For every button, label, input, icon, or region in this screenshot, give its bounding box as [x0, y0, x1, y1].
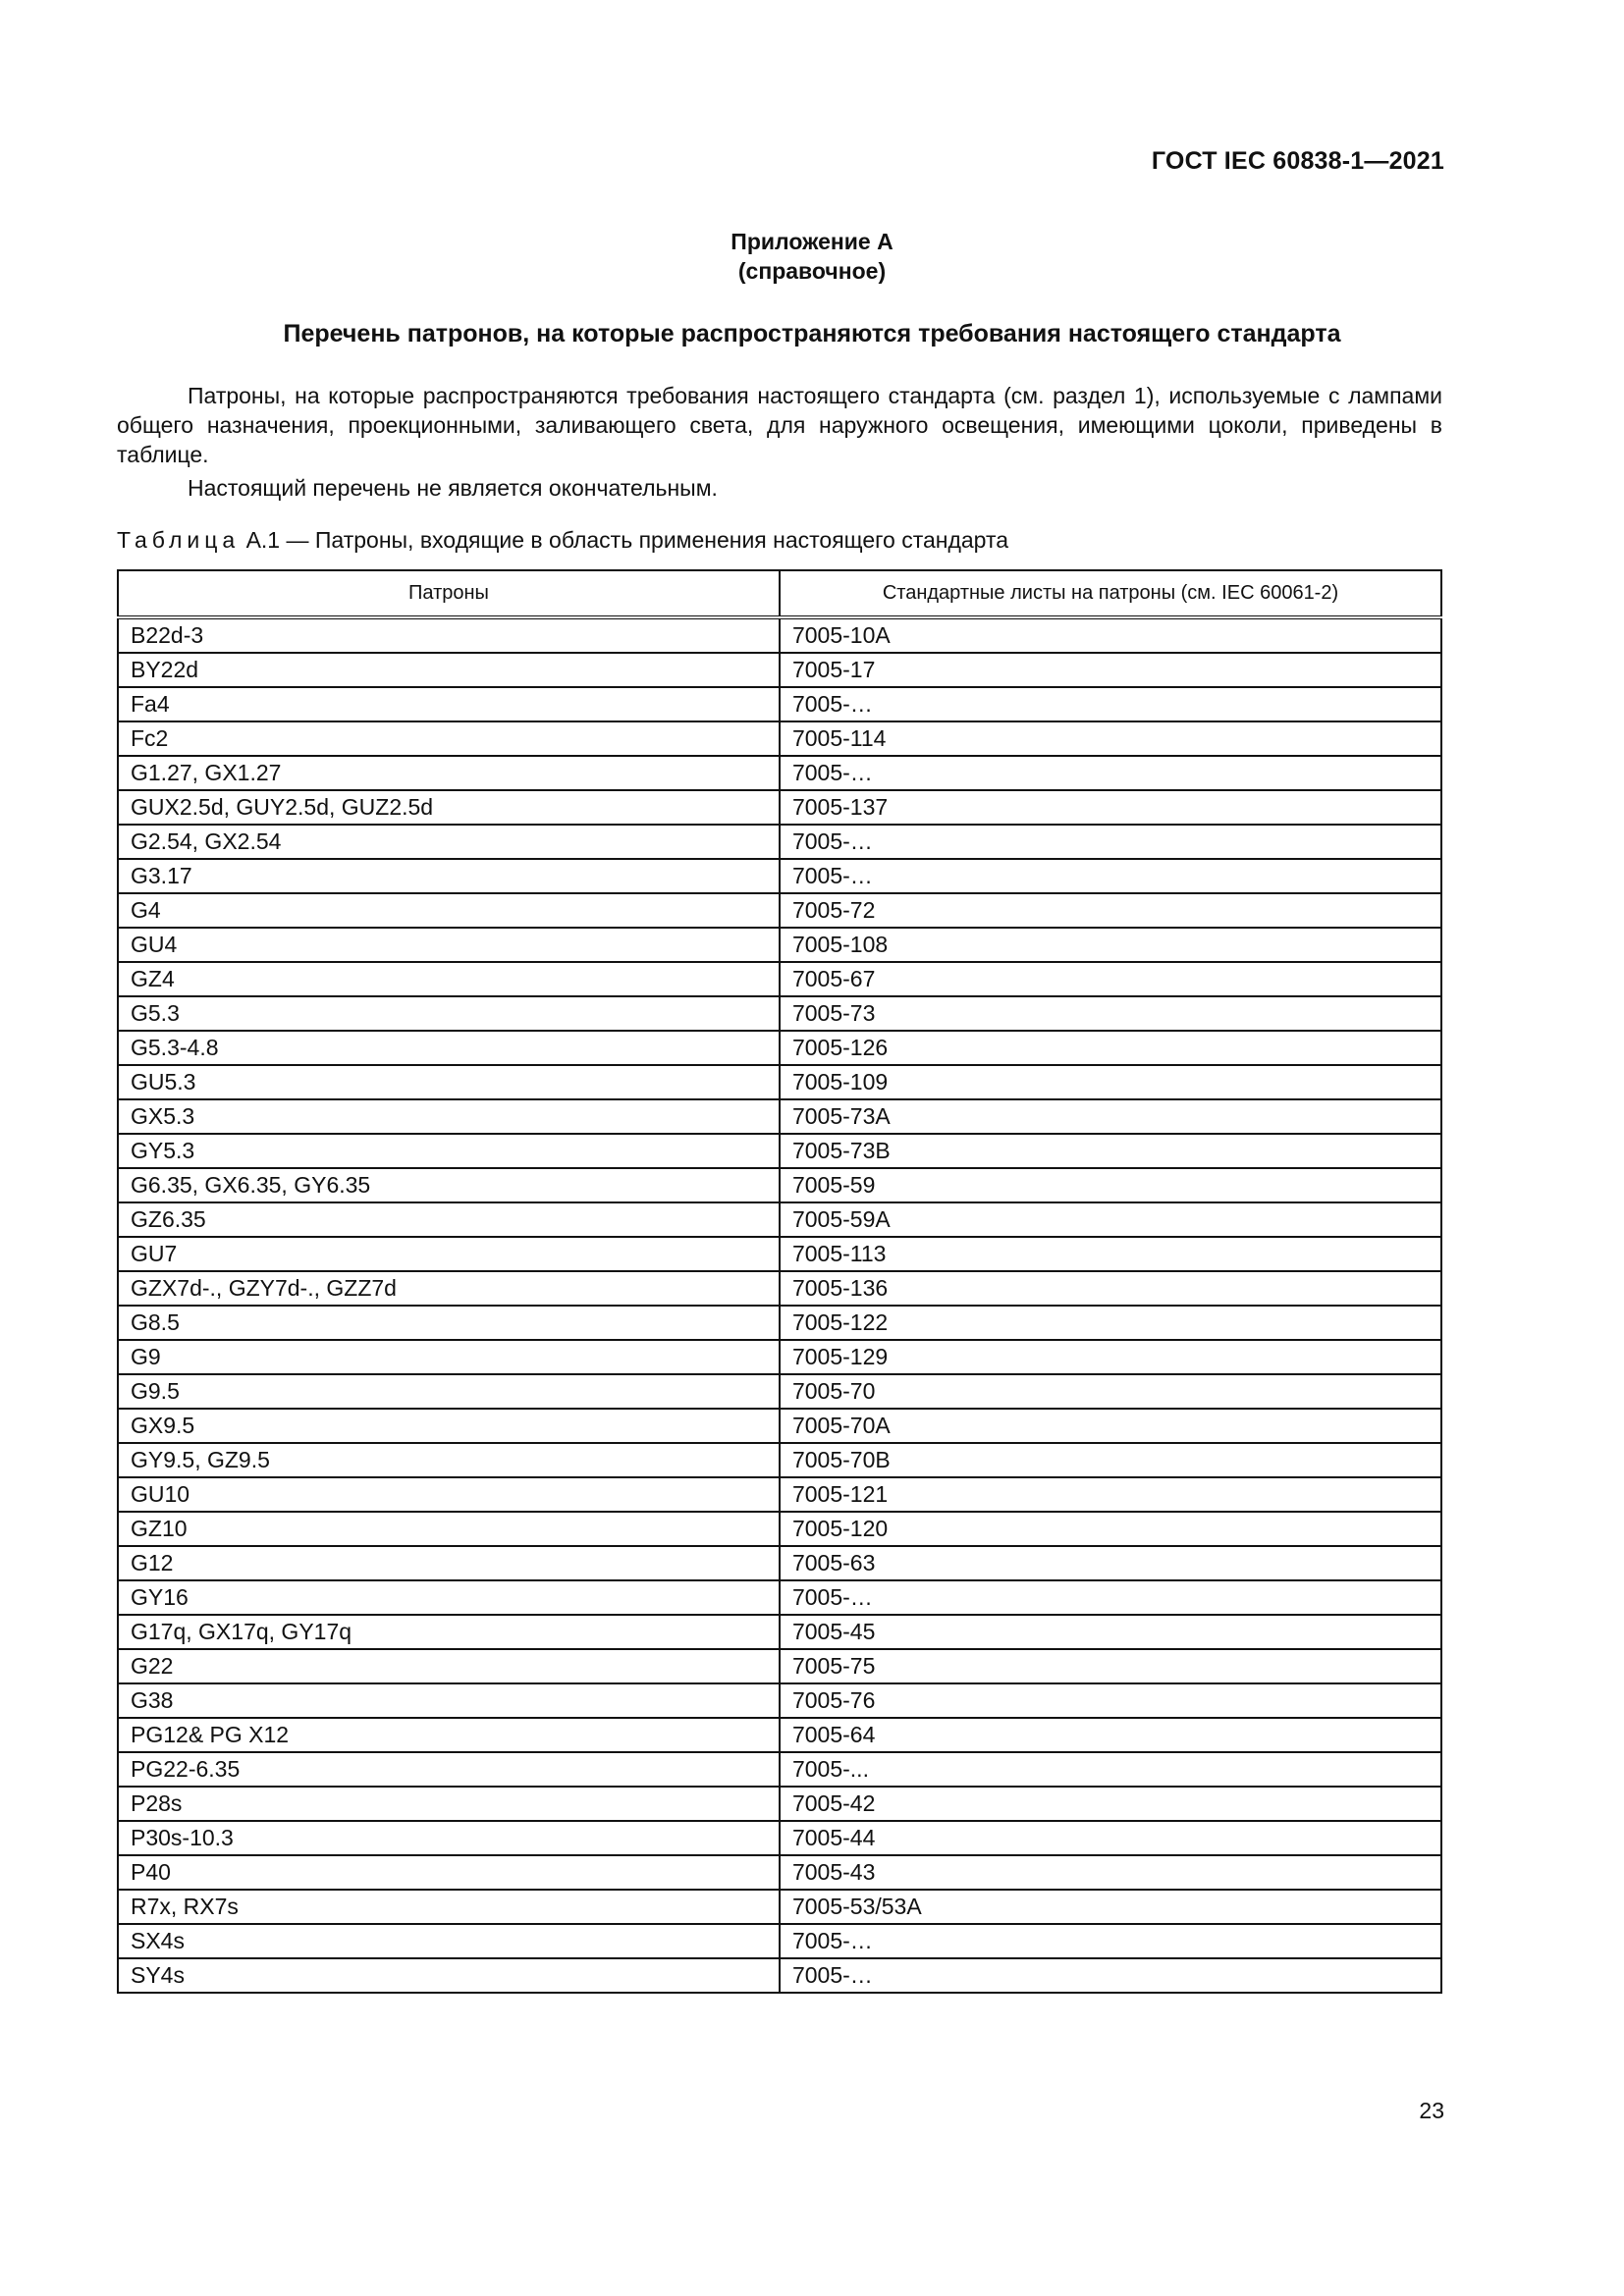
standard-sheet-cell: 7005-129: [780, 1340, 1441, 1374]
table-row: [118, 1683, 1441, 1718]
standard-sheet-cell: 7005-…: [780, 1958, 1441, 1993]
table-row: [118, 1409, 1441, 1443]
lampholder-cell: GU10: [118, 1477, 780, 1512]
standard-sheet-cell: 7005-…: [780, 687, 1441, 721]
table-row: [118, 1202, 1441, 1237]
lampholder-cell: GY5.3: [118, 1134, 780, 1168]
table-caption-label: Таблица: [117, 527, 241, 553]
lampholder-cell: G38: [118, 1683, 780, 1718]
table-row: [118, 1168, 1441, 1202]
table-row: [118, 1615, 1441, 1649]
table-caption-number: А.1: [245, 527, 281, 553]
table-row: [118, 1512, 1441, 1546]
table-row: [118, 1546, 1441, 1580]
lampholder-cell: Fa4: [118, 687, 780, 721]
note-paragraph: Настоящий перечень не является окончательным.: [188, 475, 718, 501]
lampholder-cell: PG22-6.35: [118, 1752, 780, 1787]
standard-sheet-cell: 7005-42: [780, 1787, 1441, 1821]
standard-sheet-cell: 7005-109: [780, 1065, 1441, 1099]
table-row: [118, 1306, 1441, 1340]
table-row: [118, 687, 1441, 721]
lampholder-cell: G8.5: [118, 1306, 780, 1340]
table-row: [118, 825, 1441, 859]
section-title: Перечень патронов, на которые распространяются требования настоящего стандарта: [283, 320, 1341, 347]
lampholder-cell: GU5.3: [118, 1065, 780, 1099]
standard-sheet-cell: 7005-126: [780, 1031, 1441, 1065]
table-row: [118, 617, 1441, 653]
table-row: [118, 859, 1441, 893]
lampholder-cell: GU4: [118, 928, 780, 962]
lampholder-cell: GX5.3: [118, 1099, 780, 1134]
intro-paragraph: Патроны, на которые распространяются требования настоящего стандарта (см. раздел 1), используемые с лампами общего назначения, проекционными, заливающего света, для наружного освещения, имеющими цоколи, приведены в таблице.: [117, 383, 1442, 467]
standard-sheet-cell: 7005-76: [780, 1683, 1441, 1718]
standard-sheet-cell: 7005-53/53A: [780, 1890, 1441, 1924]
lampholder-cell: G4: [118, 893, 780, 928]
standard-sheet-cell: 7005-72: [780, 893, 1441, 928]
lampholder-cell: GUX2.5d, GUY2.5d, GUZ2.5d: [118, 790, 780, 825]
standard-sheet-cell: 7005-…: [780, 1580, 1441, 1615]
table-row: [118, 756, 1441, 790]
table-row: [118, 1340, 1441, 1374]
document-code: ГОСТ IEC 60838-1—2021: [1151, 147, 1444, 175]
table-row: [118, 790, 1441, 825]
table-row: [118, 893, 1441, 928]
table-row: [118, 1099, 1441, 1134]
lampholder-cell: SX4s: [118, 1924, 780, 1958]
lampholder-cell: G17q, GX17q, GY17q: [118, 1615, 780, 1649]
table-row: [118, 928, 1441, 962]
standard-sheet-cell: 7005-67: [780, 962, 1441, 996]
page-number: 23: [1419, 2098, 1444, 2123]
standard-sheet-cell: 7005-43: [780, 1855, 1441, 1890]
standard-sheet-cell: 7005-…: [780, 1924, 1441, 1958]
standard-sheet-cell: 7005-120: [780, 1512, 1441, 1546]
table-row: [118, 1134, 1441, 1168]
table-caption-text: — Патроны, входящие в область применения настоящего стандарта: [286, 527, 1009, 553]
lampholder-cell: P40: [118, 1855, 780, 1890]
table-row: [118, 1065, 1441, 1099]
lampholder-cell: R7x, RX7s: [118, 1890, 780, 1924]
standard-sheet-cell: 7005-…: [780, 825, 1441, 859]
standard-sheet-cell: 7005-122: [780, 1306, 1441, 1340]
table-row: [118, 1718, 1441, 1752]
standard-sheet-cell: 7005-73A: [780, 1099, 1441, 1134]
lampholder-cell: GY16: [118, 1580, 780, 1615]
standard-sheet-cell: 7005-73B: [780, 1134, 1441, 1168]
lampholder-cell: G9.5: [118, 1374, 780, 1409]
table-row: [118, 1374, 1441, 1409]
table-row: [118, 721, 1441, 756]
standard-sheet-cell: 7005-136: [780, 1271, 1441, 1306]
table-row: [118, 1855, 1441, 1890]
lampholder-cell: G5.3-4.8: [118, 1031, 780, 1065]
table-row: [118, 1890, 1441, 1924]
lampholder-cell: GU7: [118, 1237, 780, 1271]
table-row: [118, 996, 1441, 1031]
lampholder-cell: G2.54, GX2.54: [118, 825, 780, 859]
table-row: [118, 1752, 1441, 1787]
table-row: [118, 1787, 1441, 1821]
lampholder-cell: GX9.5: [118, 1409, 780, 1443]
table-row: [118, 1649, 1441, 1683]
table-row: [118, 1271, 1441, 1306]
table-row: [118, 1477, 1441, 1512]
standard-sheet-cell: 7005-73: [780, 996, 1441, 1031]
lampholder-cell: P30s-10.3: [118, 1821, 780, 1855]
standard-sheet-cell: 7005-121: [780, 1477, 1441, 1512]
standard-sheet-cell: 7005-70B: [780, 1443, 1441, 1477]
table-row: [118, 1443, 1441, 1477]
lampholder-cell: G5.3: [118, 996, 780, 1031]
standard-sheet-cell: 7005-113: [780, 1237, 1441, 1271]
standard-sheet-cell: 7005-70: [780, 1374, 1441, 1409]
table-body: [118, 617, 1441, 1993]
column-header-standard-sheets: Стандартные листы на патроны (см. IEC 60061-2): [780, 570, 1441, 617]
table-caption: [117, 527, 1008, 554]
table-row: [118, 1821, 1441, 1855]
lampholder-cell: B22d-3: [118, 617, 780, 653]
standard-sheet-cell: 7005-44: [780, 1821, 1441, 1855]
lampholder-cell: Fc2: [118, 721, 780, 756]
table-row: [118, 962, 1441, 996]
standard-sheet-cell: 7005-45: [780, 1615, 1441, 1649]
lampholder-cell: G22: [118, 1649, 780, 1683]
lampholder-cell: G12: [118, 1546, 780, 1580]
lampholder-cell: GZ4: [118, 962, 780, 996]
appendix-title: Приложение А: [731, 229, 893, 254]
lampholder-cell: G6.35, GX6.35, GY6.35: [118, 1168, 780, 1202]
standard-sheet-cell: 7005-70A: [780, 1409, 1441, 1443]
lampholder-cell: BY22d: [118, 653, 780, 687]
lampholder-cell: P28s: [118, 1787, 780, 1821]
lampholder-cell: GZ6.35: [118, 1202, 780, 1237]
standard-sheet-cell: 7005-75: [780, 1649, 1441, 1683]
lampholder-cell: G3.17: [118, 859, 780, 893]
table-row: [118, 653, 1441, 687]
appendix-subtitle: (справочное): [737, 258, 887, 284]
appendix-heading: [0, 227, 1624, 286]
standard-sheet-cell: 7005-…: [780, 756, 1441, 790]
lampholder-cell: GZX7d-., GZY7d-., GZZ7d: [118, 1271, 780, 1306]
standard-sheet-cell: 7005-59A: [780, 1202, 1441, 1237]
standard-sheet-cell: 7005-137: [780, 790, 1441, 825]
standard-sheet-cell: 7005-…: [780, 859, 1441, 893]
lampholder-cell: GZ10: [118, 1512, 780, 1546]
table-row: [118, 1031, 1441, 1065]
standard-sheet-cell: 7005-108: [780, 928, 1441, 962]
lampholder-table: [117, 569, 1442, 1994]
table-row: [118, 1237, 1441, 1271]
standard-sheet-cell: 7005-...: [780, 1752, 1441, 1787]
standard-sheet-cell: 7005-17: [780, 653, 1441, 687]
lampholder-cell: G9: [118, 1340, 780, 1374]
table-row: [118, 1958, 1441, 1993]
lampholder-cell: GY9.5, GZ9.5: [118, 1443, 780, 1477]
standard-sheet-cell: 7005-10A: [780, 617, 1441, 653]
lampholder-cell: G1.27, GX1.27: [118, 756, 780, 790]
standard-sheet-cell: 7005-59: [780, 1168, 1441, 1202]
table-row: [118, 1580, 1441, 1615]
standard-sheet-cell: 7005-63: [780, 1546, 1441, 1580]
lampholder-cell: SY4s: [118, 1958, 780, 1993]
standard-sheet-cell: 7005-114: [780, 721, 1441, 756]
table-header-row: [118, 570, 1441, 617]
lampholder-cell: PG12& PG X12: [118, 1718, 780, 1752]
column-header-lampholders: Патроны: [118, 570, 780, 617]
table-row: [118, 1924, 1441, 1958]
standard-sheet-cell: 7005-64: [780, 1718, 1441, 1752]
